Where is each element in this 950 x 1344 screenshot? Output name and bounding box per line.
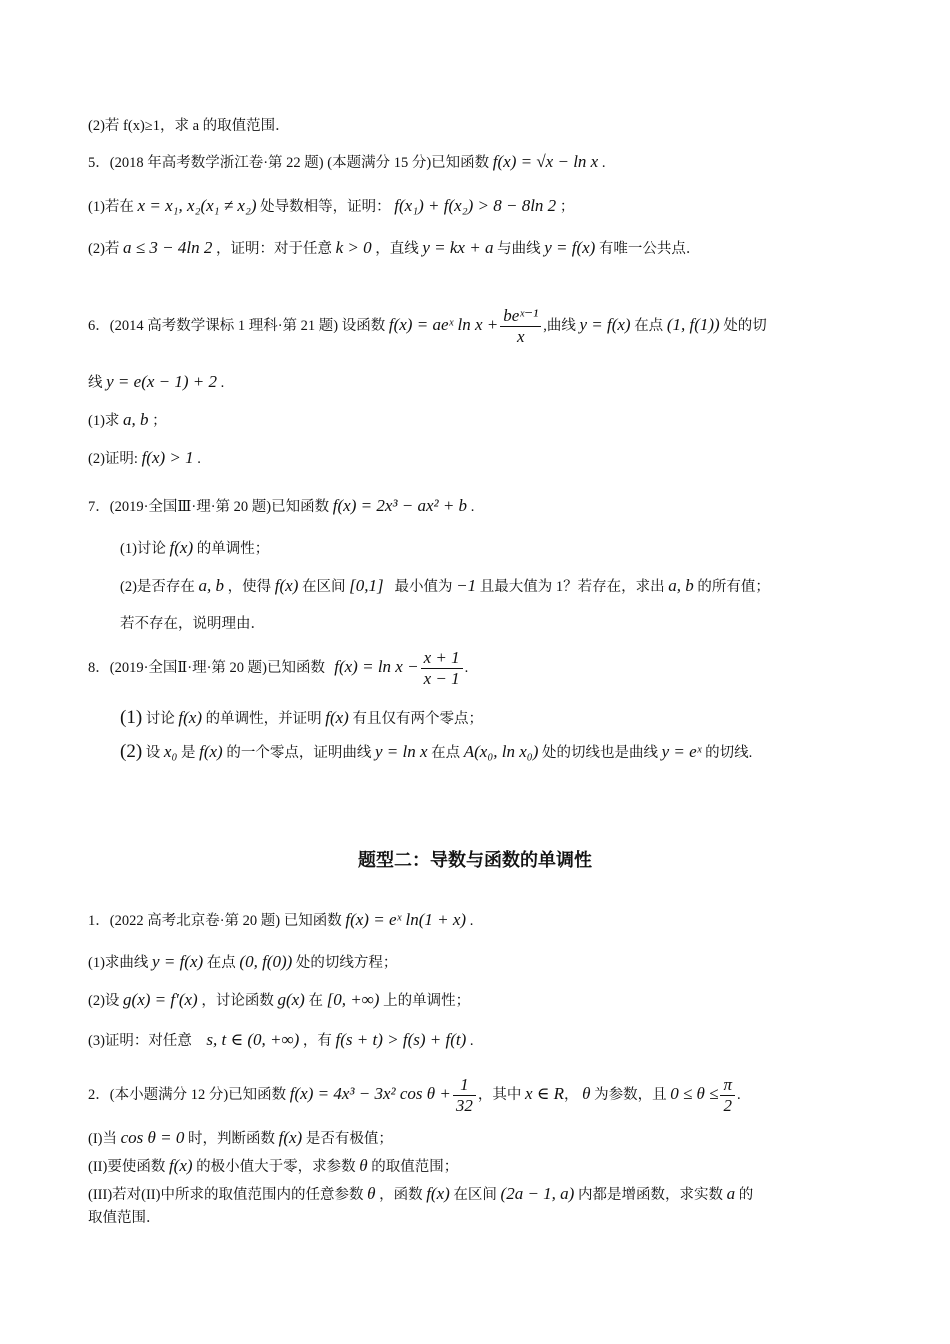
math-expr: x₀ — [163, 742, 178, 761]
math-expr: [0, +∞) — [326, 990, 380, 1009]
math-expr: y = eˣ — [661, 742, 702, 761]
math-expr: y = kx + a — [422, 238, 494, 257]
math-expr: f(x) = eˣ ln(1 + x) — [345, 910, 467, 929]
problem-6-part-1: (1)求 a, b ； — [88, 410, 167, 429]
math-expr: y = e(x − 1) + 2 — [106, 372, 217, 391]
math-expr: f(x) — [278, 1128, 303, 1147]
math-expr: f(x₁) + f(x₂) > 8 − 8ln 2 — [394, 196, 557, 215]
math-expr: s, t ∈ (0, +∞) — [206, 1030, 300, 1049]
section2-problem-2-part-2: (II)要使函数 f(x) 的极小值大于零，求参数 θ 的取值范围； — [88, 1156, 459, 1175]
math-expr: f(x) = 2x³ − ax² + b — [332, 496, 468, 515]
problem-6-part-2: (2)证明: f(x) > 1 . — [88, 448, 201, 467]
math-expr: f(s + t) > f(s) + f(t) — [335, 1030, 467, 1049]
fraction: $\frac{x + 1}{x - 1}$ — [421, 648, 463, 689]
math-expr: y = f(x) — [152, 952, 204, 971]
section-heading: 题型二：导数与函数的单调性 — [358, 850, 592, 871]
math-expr: f(x) — [169, 538, 194, 557]
fraction: $\frac{1}{32}$ — [453, 1075, 476, 1116]
math-expr: A(x₀, ln x₀) — [463, 742, 539, 761]
math-expr: k > 0 — [335, 238, 372, 257]
problem-4-part-2: (2)若 f(x)≥1，求 a 的取值范围． — [88, 118, 290, 134]
math-expr: y = ln x — [374, 742, 428, 761]
problem-7-part-2: (2)是否存在 a, b ，使得 f(x) 在区间 [0,1] 最小值为 −1 且最大值为 1？若存在，求出 a, b 的所有值； — [120, 576, 770, 595]
section2-problem-1-part-2: (2)设 g(x) = f′(x) ，讨论函数 g(x) 在 [0, +∞) 上的单调性； — [88, 990, 471, 1009]
section2-problem-1: 1．(2022 高考北京卷·第 20 题) 已知函数 f(x) = eˣ ln(1 + x) . — [88, 910, 474, 929]
math-expr: f(x) — [274, 576, 299, 595]
problem-6-tangent: 线 y = e(x − 1) + 2 . — [88, 372, 225, 391]
math-expr: f(x) — [426, 1184, 450, 1203]
problem-7-part-2-cont: 若不存在，说明理由． — [120, 616, 265, 632]
section2-problem-2-part-3: (III)若对(II)中所求的取值范围内的任意参数 θ ，函数 f(x) 在区间 (2a − 1, a) 内都是增函数，求实数 a 的 — [88, 1184, 754, 1203]
problem-5: 5．(2018 年高考数学浙江卷·第 22 题) (本题满分 15 分)已知函数 f(x) = √x − ln x . — [88, 152, 606, 171]
problem-7: 7．(2019·全国Ⅲ·理·第 20 题)已知函数 f(x) = 2x³ − ax² + b . — [88, 496, 475, 515]
math-expr: [0,1] — [349, 576, 384, 595]
math-expr: a ≤ 3 − 4ln 2 — [123, 238, 213, 257]
math-expr: 0 ≤ θ ≤ — [670, 1083, 719, 1103]
problem-7-part-1: (1)讨论 f(x) 的单调性； — [120, 538, 270, 557]
section2-problem-1-part-3: (3)证明：对任意 s, t ∈ (0, +∞) ，有 f(s + t) > f(s) + f(t) . — [88, 1030, 474, 1049]
math-expr: f(x) = √x − ln x — [492, 152, 599, 171]
math-expr: a — [726, 1184, 736, 1203]
math-expr: (0, f(0)) — [239, 952, 293, 971]
section2-problem-2: 2．(本小题满分 12 分)已知函数 f(x) = 4x³ − 3x² cos θ + $\frac{1}{32}$ ，其中 x ∈ R， θ 为参数，且 0 ≤ θ ≤ $\frac{\pi}{2}$ . — [88, 1075, 741, 1115]
math-expr: g(x) = f′(x) — [123, 990, 198, 1009]
fraction: $\frac{\pi}{2}$ — [720, 1075, 735, 1116]
math-expr: −1 — [456, 576, 477, 595]
math-expr: a, b — [123, 410, 149, 429]
problem-8-part-2: (2) 设 x₀ 是 f(x) 的一个零点，证明曲线 y = ln x 在点 A(x₀, ln x₀) 处的切线也是曲线 y = eˣ 的切线. — [120, 741, 753, 762]
problem-6: 6．(2014 高考数学课标 1 理科·第 21 题) 设函数 f(x) = aeˣ ln x + $\frac{\text{beˣ⁻¹}}{x}$ ,曲线 y = f(x) 在点 (1, f(1)) 处的切 — [88, 306, 767, 346]
math-expr: f(x) — [199, 742, 223, 761]
section2-problem-1-part-1: (1)求曲线 y = f(x) 在点 (0, f(0)) 处的切线方程； — [88, 952, 398, 971]
math-expr: cos θ = 0 — [120, 1128, 185, 1147]
math-expr: g(x) — [277, 990, 305, 1009]
problem-8-part-1: (1) 讨论 f(x) 的单调性，并证明 f(x) 有且仅有两个零点； — [120, 707, 483, 728]
section2-problem-2-part-1: (I)当 cos θ = 0 时，判断函数 f(x) 是否有极值； — [88, 1128, 393, 1147]
math-expr: θ — [582, 1083, 591, 1103]
math-expr: a, b — [668, 576, 694, 595]
math-expr: θ — [359, 1156, 368, 1175]
problem-8: 8．(2019·全国Ⅱ·理·第 20 题)已知函数 f(x) = ln x − $\frac{x + 1}{x - 1}$ . — [88, 648, 469, 688]
math-expr: (2a − 1, a) — [500, 1184, 575, 1203]
problem-5-part-2: (2)若 a ≤ 3 − 4ln 2 ，证明：对于任意 k > 0 ，直线 y = kx + a 与曲线 y = f(x) 有唯一公共点． — [88, 238, 701, 257]
math-expr: f(x) — [325, 708, 349, 727]
math-expr: x = x₁, x₂(x₁ ≠ x₂) — [137, 196, 257, 215]
math-expr: x ∈ R — [524, 1083, 564, 1103]
math-expr: y = f(x) — [579, 314, 631, 334]
math-expr: f(x) > 1 — [141, 448, 194, 467]
math-expr: f(x) — [178, 708, 202, 727]
math-expr: (1, f(1)) — [666, 314, 720, 334]
problem-5-part-1: (1)若在 x = x₁, x₂(x₁ ≠ x₂) 处导数相等，证明： f(x₁) + f(x₂) > 8 − 8ln 2 ； — [88, 196, 575, 215]
fraction: $\frac{\text{beˣ⁻¹}}{x}$ — [500, 306, 541, 347]
math-expr: f(x) = 4x³ − 3x² cos θ + — [289, 1083, 451, 1103]
section2-problem-2-part-3-cont: 取值范围． — [88, 1210, 161, 1226]
math-expr: a, b — [198, 576, 225, 595]
math-expr: y = f(x) — [544, 238, 596, 257]
math-expr: f(x) = aeˣ ln x + — [388, 314, 499, 334]
math-expr: f(x) — [168, 1156, 193, 1175]
math-expr: f(x) = ln x − — [334, 656, 419, 676]
math-expr: θ — [367, 1184, 376, 1203]
